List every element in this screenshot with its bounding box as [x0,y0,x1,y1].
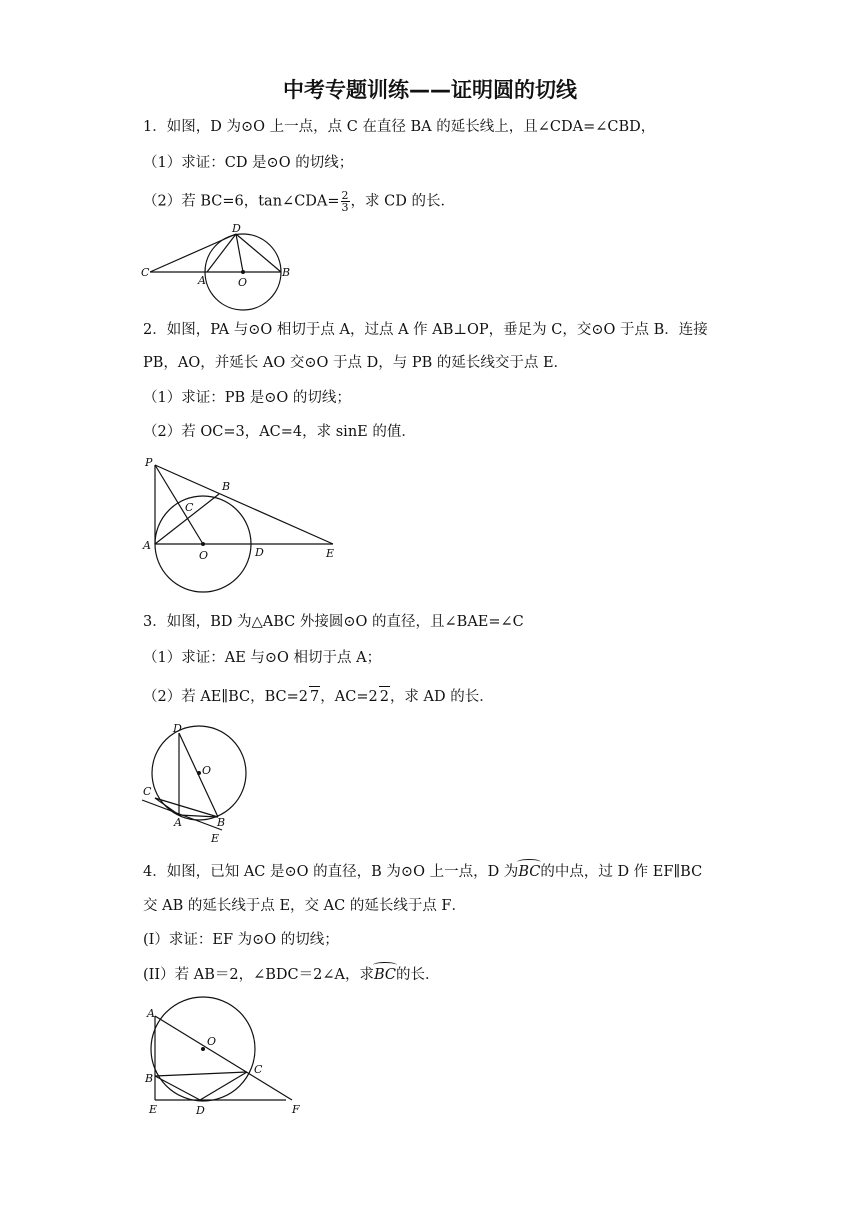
problem-2-statement-cont: PB，AO，并延长 AO 交⊙O 于点 D，与 PB 的延长线交于点 E． [143,355,569,371]
segment-pe [155,465,333,544]
problem-3-figure [140,722,250,847]
label-b: B [282,266,291,279]
sqrt-7 [309,686,320,707]
label-o: O [207,1035,217,1048]
center-point [201,1047,205,1051]
label-p: P [145,456,153,469]
sqrt-radicand: 7 [310,689,320,705]
problem-4-part-2-tail: 的长． [395,967,440,983]
problem-2-part-1: （1）求证：PB 是⊙O 的切线； [143,390,351,406]
problem-3-statement: 3．如图，BD 为△ABC 外接圆⊙O 的直径，且∠BAE=∠C [143,614,524,630]
problem-1-part-2-tail: ，求 CD 的长． [350,193,455,210]
center-point [197,771,201,775]
label-c: C [254,1063,263,1076]
problem-1-figure [140,222,300,294]
problem-4-figure [140,993,310,1118]
label-b: B [145,1072,154,1085]
arc-bc: BC [518,864,541,880]
problem-2-figure [140,455,350,595]
label-d: D [173,722,182,735]
segment-db [236,234,281,272]
segment-bd [155,1076,200,1100]
label-e: E [326,547,335,560]
problem-4-text: 4．如图，已知 AC 是⊙O 的直径，B 为⊙O 上一点，D 为 [143,864,519,880]
label-d: D [255,546,264,559]
label-d: D [232,222,241,235]
problem-4-statement-cont: 交 AB 的延长线于点 E，交 AC 的延长线于点 F． [143,898,466,914]
segment-db [179,733,218,817]
segment-po [155,465,203,544]
page-title: 中考专题训练——证明圆的切线 [283,78,577,102]
label-f: F [292,1103,300,1116]
problem-4-statement [143,862,702,882]
problem-3-part-1: （1）求证：AE 与⊙O 相切于点 A； [143,650,382,666]
label-a: A [174,816,182,829]
sqrt-radicand: 2 [379,689,389,705]
label-c: C [185,501,194,514]
label-e: E [211,832,220,845]
label-b: B [222,480,231,493]
center-point [201,542,205,546]
segment-cd [150,234,236,272]
label-c: C [141,266,150,279]
label-o: O [202,764,212,777]
label-a: A [143,539,151,552]
fraction-denominator: 3 [341,201,349,214]
problem-4-part-2-text: (II）若 AB＝2，∠BDC＝2∠A，求 [143,967,374,983]
problem-3-part-2 [143,686,494,707]
fraction-numerator: 2 [341,189,349,202]
label-d: D [196,1104,205,1117]
problem-3-part-2-text: （2）若 AE∥BC，BC=2 [143,689,309,705]
problem-3-part-2-mid: ，AC=2 [320,689,378,705]
label-e: E [149,1103,158,1116]
segment-cb [155,798,218,817]
label-o: O [199,549,209,562]
center-point [241,270,245,274]
label-o: O [238,276,248,289]
problem-2-part-2: （2）若 OC=3，AC=4，求 sinE 的值． [143,424,416,440]
problem-1-part-1: （1）求证：CD 是⊙O 的切线； [143,155,354,171]
problem-1-part-2-text: （2）若 BC=6，tan∠CDA= [143,193,340,210]
problem-4-part-2 [143,965,439,985]
problem-1-part-2 [143,190,455,213]
problem-3-part-2-tail: ，求 AD 的长． [389,689,494,705]
problem-1-statement: 1．如图，D 为⊙O 上一点，点 C 在直径 BA 的延长线上，且∠CDA=∠CBD， [143,119,656,135]
problem-4-part-1: (I）求证：EF 为⊙O 的切线； [143,932,339,948]
problem-2-statement: 2．如图，PA 与⊙O 相切于点 A，过点 A 作 AB⊥OP，垂足为 C，交⊙O 于点 B．连接 [143,322,708,338]
segment-bc [155,1072,247,1076]
problem-4-text-cont: 的中点，过 D 作 EF∥BC [540,864,703,880]
sqrt-2 [379,686,390,707]
fraction [341,190,350,213]
label-a: A [147,1007,155,1020]
label-c: C [143,785,152,798]
arc-bc: BC [373,967,396,983]
label-a: A [198,274,206,287]
segment-da [207,234,236,272]
label-b: B [217,816,226,829]
